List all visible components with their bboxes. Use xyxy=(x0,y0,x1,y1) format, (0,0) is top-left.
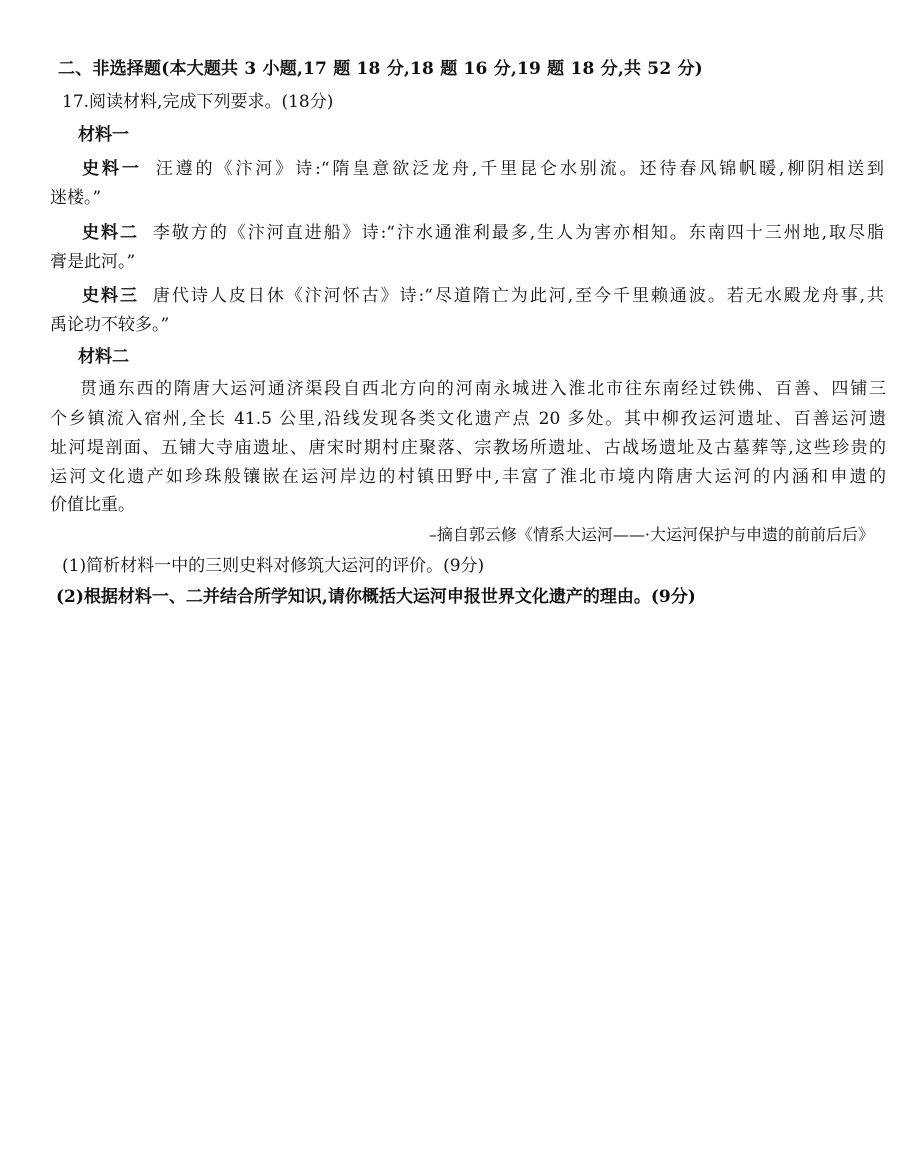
material-2-label: 材料二 xyxy=(78,347,129,367)
material-2-line-3: 址河堤剖面、五铺大寺庙遗址、唐宋时期村庄聚落、宗教场所遗址、古战场遗址及古墓葬等,这些珍贵的 xyxy=(50,438,886,458)
source-3-label: 史料三 xyxy=(82,286,139,306)
material-2-line-2: 个乡镇流入宿州,全长 41.5 公里,沿线发现各类文化遗产点 20 多处。其中柳孜运河遗址、百善运河遗 xyxy=(50,409,886,429)
material-2-citation: –摘自郭云修《情系大运河——·大运河保护与申遗的前前后后》 xyxy=(428,525,874,544)
source-2-line-2: 膏是此河。” xyxy=(50,252,136,272)
material-2-line-4: 运河文化遗产如珍珠般镶嵌在运河岸边的村镇田野中,丰富了淮北市境内隋唐大运河的内涵和申遗的 xyxy=(50,467,886,487)
source-3-text: 唐代诗人皮日休《汴河怀古》诗:“尽道隋亡为此河,至今千里赖通波。若无水殿龙舟事,共 xyxy=(152,286,885,306)
material-2-line-1: 贯通东西的隋唐大运河通济渠段自西北方向的河南永城进入淮北市往东南经过铁佛、百善、四铺三 xyxy=(80,379,886,399)
material-2-line-5: 价值比重。 xyxy=(50,495,135,515)
source-1-line-1 xyxy=(82,156,884,182)
source-2-line-1 xyxy=(82,220,884,246)
source-2-label: 史料二 xyxy=(82,223,139,243)
section-heading: 二、非选择题(本大题共 3 小题,17 题 18 分,18 题 16 分,19 题 18 分,共 52 分) xyxy=(58,59,703,79)
source-3-line-2: 禹论功不较多。” xyxy=(50,315,170,335)
source-1-label: 史料一 xyxy=(82,159,142,179)
source-1-line-2: 迷楼。” xyxy=(50,188,102,208)
question-17-title: 17.阅读材料,完成下列要求。(18分) xyxy=(62,92,334,112)
sub-question-1: (1)简析材料一中的三则史料对修筑大运河的评价。(9分) xyxy=(62,556,485,576)
material-1-label: 材料一 xyxy=(78,125,129,145)
sub-question-2: (2)根据材料一、二并结合所学知识,请你概括大运河申报世界文化遗产的理由。(9分) xyxy=(56,587,696,607)
source-1-text: 汪遵的《汴河》诗:“隋皇意欲泛龙舟,千里昆仑水别流。还待春风锦帆暖,柳阴相送到 xyxy=(155,159,884,179)
source-3-line-1 xyxy=(82,283,884,309)
source-2-text: 李敬方的《汴河直进船》诗:“汴水通淮利最多,生人为害亦相知。东南四十三州地,取尽脂 xyxy=(152,223,885,243)
